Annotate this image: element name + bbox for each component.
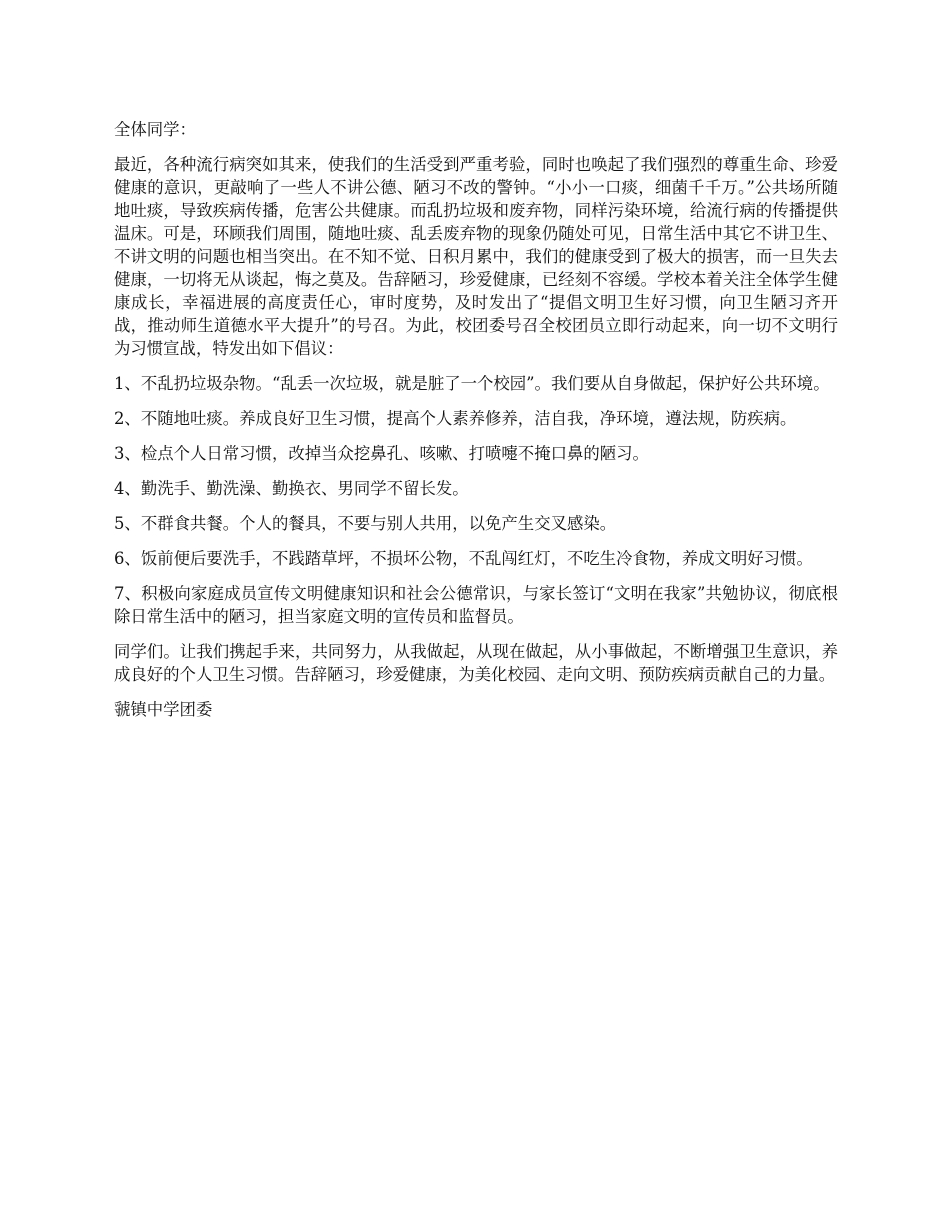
proposal-item-6: 6、饭前便后要洗手，不践踏草坪，不损坏公物，不乱闯红灯，不吃生冷食物，养成文明好习惯。 [114,549,813,568]
closing-paragraph: 同学们。让我们携起手来，共同努力，从我做起，从现在做起，从小事做起，不断增强卫生意识，养成良好的个人卫生习惯。告辞陋习，珍爱健康，为美化校园、走向文明、预防疾病贡献自己的力量。 [114,642,838,684]
signature: 虢镇中学团委 [114,700,213,719]
intro-paragraph: 最近，各种流行病突如其来，使我们的生活受到严重考验，同时也唤起了我们强烈的尊重生命、珍爱健康的意识，更敲响了一些人不讲公德、陋习不改的警钟。“小小一口痰，细菌千千万。”公共场所随地吐痰，导致疾病传播，危害公共健康。而乱扔垃圾和废弃物，同样污染环境，给流行病的传播提供温床。可是，环顾我们周围，随地吐痰、乱丢废弃物的现象仍随处可见，日常生活中其它不讲卫生、不讲文明的问题也相当突出。在不知不觉、日积月累中，我们的健康受到了极大的损害，而一旦失去健康，一切将无从谈起，悔之莫及。告辞陋习，珍爱健康，已经刻不容缓。学校本着关注全体学生健康成长，幸福进展的高度责任心，审时度势，及时发出了“提倡文明卫生好习惯，向卫生陋习齐开战，推动师生道德水平大提升”的号召。为此，校团委号召全校团员立即行动起来，向一切不文明行为习惯宣战，特发出如下倡议： [114,155,838,358]
proposal-item-4: 4、勤洗手、勤洗澡、勤换衣、男同学不留长发。 [114,479,469,498]
proposal-item-3: 3、检点个人日常习惯，改掉当众挖鼻孔、咳嗽、打喷嚏不掩口鼻的陋习。 [114,444,649,463]
salutation: 全体同学： [114,120,196,139]
proposal-item-5: 5、不群食共餐。个人的餐具，不要与别人共用，以免产生交叉感染。 [114,514,617,533]
proposal-item-7: 7、积极向家庭成员宣传文明健康知识和社会公德常识，与家长签订“文明在我家”共勉协议，彻底根除日常生活中的陋习，担当家庭文明的宣传员和监督员。 [114,584,838,626]
document-body [114,118,838,733]
proposal-item-1: 1、不乱扔垃圾杂物。“乱丢一次垃圾，就是脏了一个校园”。我们要从自身做起，保护好公共环境。 [114,374,830,393]
proposal-item-2: 2、不随地吐痰。养成良好卫生习惯，提高个人素养修养，洁自我，净环境，遵法规，防疾病。 [114,409,797,428]
